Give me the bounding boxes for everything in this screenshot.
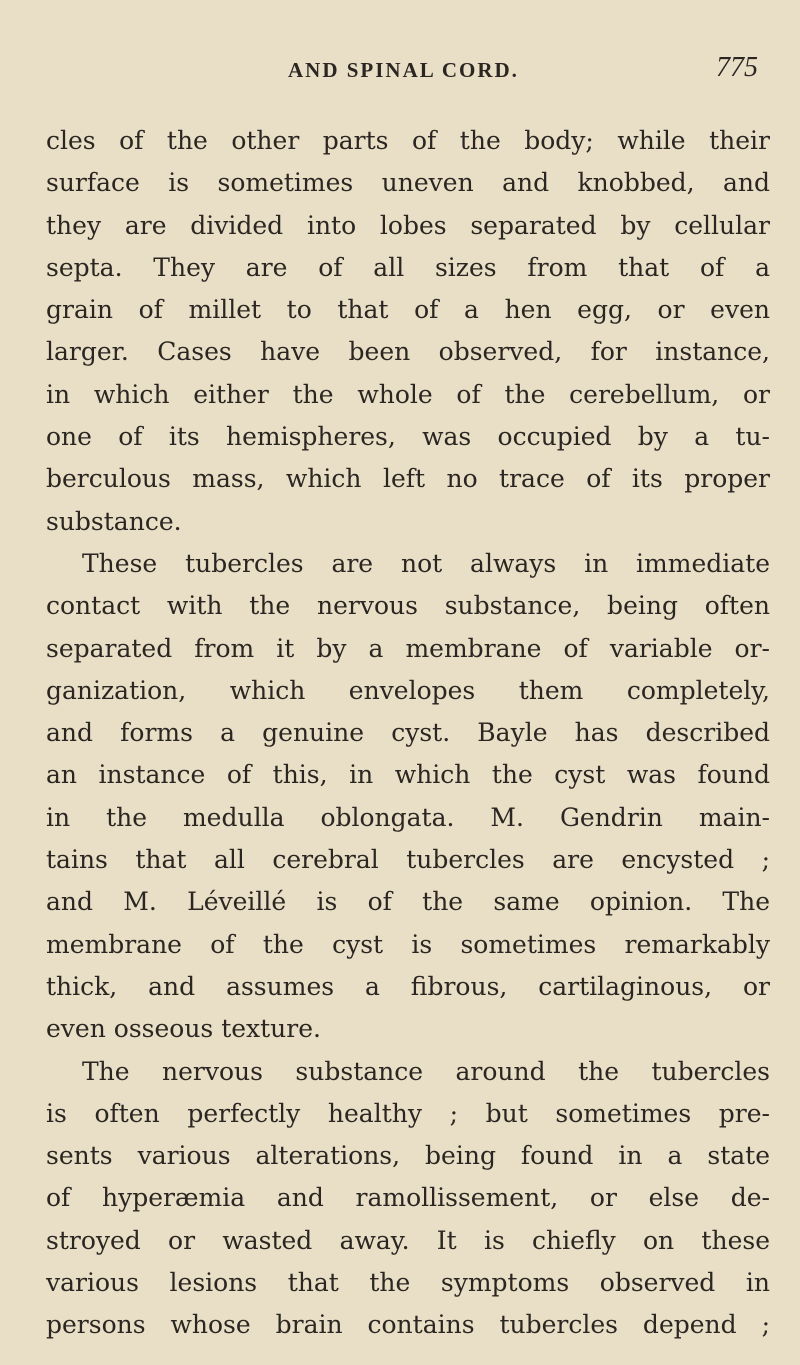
text-line: various lesions that the symptoms observed in <box>46 1268 770 1298</box>
text-line: even osseous texture. <box>46 1014 321 1044</box>
text-line: stroyed or wasted away. It is chiefly on these <box>46 1225 770 1255</box>
running-head: AND SPINAL CORD. <box>288 58 519 82</box>
text-line: thick, and assumes a fibrous, cartilaginous, or <box>46 971 770 1001</box>
text-line: berculous mass, which left no trace of its proper <box>46 464 770 494</box>
text-line: surface is sometimes uneven and knobbed, and <box>46 168 770 198</box>
text-line: of hyperæmia and ramollissement, or else de- <box>46 1183 770 1213</box>
text-line: in which either the whole of the cerebellum, or <box>46 379 770 409</box>
text-line: they are divided into lobes separated by cellular <box>46 210 770 240</box>
text-line: contact with the nervous substance, being often <box>46 591 770 621</box>
body-text <box>46 120 770 1347</box>
text-line: persons whose brain contains tubercles depend ; <box>46 1310 770 1340</box>
text-line: septa. They are of all sizes from that of a <box>46 252 770 282</box>
text-line: grain of millet to that of a hen egg, or even <box>46 295 770 325</box>
page-number: 775 <box>716 52 758 83</box>
text-line: membrane of the cyst is sometimes remarkably <box>46 929 770 959</box>
text-line: one of its hemispheres, was occupied by a tu- <box>46 422 770 452</box>
text-line: larger. Cases have been observed, for instance, <box>46 337 770 367</box>
text-line: substance. <box>46 506 182 536</box>
text-line: separated from it by a membrane of variable or- <box>46 633 770 663</box>
text-line: in the medulla oblongata. M. Gendrin main- <box>46 802 770 832</box>
text-line: and M. Léveillé is of the same opinion. The <box>46 887 770 917</box>
text-line: an instance of this, in which the cyst was found <box>46 760 770 790</box>
text-line: ganization, which envelopes them completely, <box>46 675 770 705</box>
text-line: sents various alterations, being found in a state <box>46 1141 770 1171</box>
text-line: tains that all cerebral tubercles are encysted ; <box>46 845 770 875</box>
text-line: and forms a genuine cyst. Bayle has described <box>46 718 770 748</box>
paragraph-first-line: The nervous substance around the tubercles <box>82 1056 770 1086</box>
text-line: is often perfectly healthy ; but sometimes pre- <box>46 1098 770 1128</box>
paragraph-first-line: These tubercles are not always in immediate <box>82 548 770 578</box>
text-line: cles of the other parts of the body; while their <box>46 126 770 155</box>
